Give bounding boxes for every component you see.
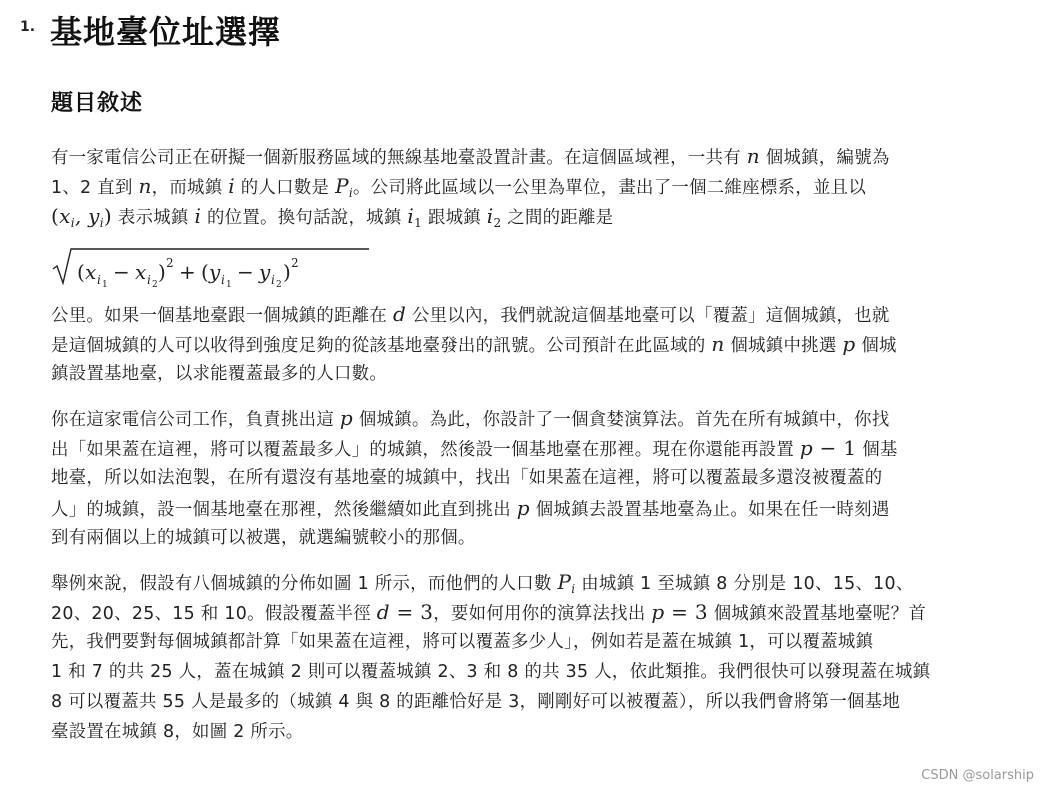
svg-text:1: 1 bbox=[226, 280, 232, 289]
svg-text:y: y bbox=[209, 260, 221, 284]
math-p: p bbox=[842, 332, 856, 356]
svg-text:): ) bbox=[283, 260, 291, 284]
distance-formula bbox=[51, 245, 997, 289]
svg-text:(: ( bbox=[201, 260, 209, 284]
svg-text:−: − bbox=[237, 260, 254, 284]
svg-text:): ) bbox=[158, 260, 166, 284]
paragraph-4: 舉例來說，假設有八個城鎮的分佈如圖 1 所示，而他們的人口數 $P_i$ 由城鎮 1 至城鎮 8 分別是 10、15、10、 20、20、25、15 和 10。假設覆蓋半徑 d = 3，要如何用你的演算法找出 p = 3 個城鎮來設置基地臺呢？首 先，我們要對每個城鎮都計算「如果蓋在這裡，將可以覆蓋多少人」，例如若是蓋在城鎮 1，可以覆蓋城鎮 1 和 7 的共 25 人，蓋在城鎮 2 則可以覆蓋城鎮 2、3 和 8 的共 35 人，依此類推。我們很快可以發現蓋在城鎮 8 可以覆蓋共 55 人是最多的（城鎮 4 與 8 的距離恰好是 3，剛剛好可以被覆蓋），所以我們會將第一個基地 臺設置在城鎮 8，如圖 2 所示。 bbox=[51, 570, 931, 742]
svg-text:+: + bbox=[179, 260, 196, 284]
watermark: CSDN @solarship bbox=[921, 768, 1034, 783]
math-d: d bbox=[392, 302, 407, 326]
paragraph-1: 有一家電信公司正在研擬一個新服務區域的無線基地臺設置計畫。在這個區域裡，一共有 n 個城鎮，編號為 1、2 直到 n，而城鎮 i 的人口數是 $P_i$。公司將此區域以一公里為單位，畫出了一個二維座標系，並且以 ($x_i$, $y_i$) 表示城鎮 i 的位置。換句話說，城鎮 $i_1$ 跟城鎮 $i_2$ 之間的距離是 bbox=[51, 144, 890, 230]
math-pi: $P_i$ bbox=[335, 174, 353, 200]
math-n: n bbox=[711, 332, 725, 356]
svg-text:−: − bbox=[113, 260, 130, 284]
distance-formula-graphic bbox=[51, 245, 371, 289]
svg-text:i: i bbox=[97, 273, 101, 287]
svg-text:2: 2 bbox=[276, 280, 282, 289]
problem-description bbox=[51, 141, 997, 761]
math-i2: $i_2$ bbox=[486, 204, 502, 230]
math-xi-yi: ($x_i$, $y_i$) bbox=[51, 204, 113, 230]
problem-heading bbox=[20, 10, 281, 54]
math-n: n bbox=[138, 174, 152, 198]
math-p-minus-1: p − 1 bbox=[799, 436, 857, 460]
section-heading: 題目敘述 bbox=[51, 91, 144, 116]
math-p-eq-3: p = 3 bbox=[651, 600, 708, 624]
paragraph-2: 公里。如果一個基地臺跟一個城鎮的距離在 d 公里以內，我們就說這個基地臺可以「覆蓋」這個城鎮，也就 是這個城鎮的人可以收得到強度足夠的從該基地臺發出的訊號。公司預計在此區域的 n 個城鎮中挑選 p 個城 鎮設置基地臺，以求能覆蓋最多的人口數。 bbox=[51, 302, 897, 384]
svg-text:1: 1 bbox=[102, 280, 108, 289]
svg-text:x: x bbox=[135, 260, 147, 284]
math-d-eq-3: d = 3 bbox=[376, 600, 434, 624]
math-p: p bbox=[516, 496, 530, 520]
svg-text:2: 2 bbox=[291, 256, 299, 270]
heading-number: 1. bbox=[20, 19, 36, 35]
svg-text:i: i bbox=[271, 273, 275, 287]
math-pi: $P_i$ bbox=[557, 570, 576, 596]
math-p: p bbox=[339, 406, 353, 430]
svg-text:x: x bbox=[85, 260, 97, 284]
svg-text:i: i bbox=[221, 273, 225, 287]
math-i: i bbox=[228, 174, 235, 198]
math-n: n bbox=[746, 144, 760, 168]
page-title: 基地臺位址選擇 bbox=[50, 13, 282, 51]
svg-text:2: 2 bbox=[152, 280, 158, 289]
svg-text:(: ( bbox=[77, 260, 85, 284]
math-i1: $i_1$ bbox=[407, 204, 423, 230]
paragraph-3: 你在這家電信公司工作，負責挑出這 p 個城鎮。為此，你設計了一個貪婪演算法。首先在所有城鎮中，你找 出「如果蓋在這裡，將可以覆蓋最多人」的城鎮，然後設一個基地臺在那裡。現在你還能再設置 p − 1 個基 地臺，所以如法泡製，在所有還沒有基地臺的城鎮中，找出「如果蓋在這裡，將可以覆蓋最多還沒被覆蓋的 人」的城鎮，設一個基地臺在那裡，然後繼續如此直到挑出 p 個城鎮去設置基地臺為止。如果在任一時刻遇 到有兩個以上的城鎮可以被選，就選編號較小的那個。 bbox=[51, 406, 898, 548]
svg-text:y: y bbox=[259, 260, 271, 284]
svg-text:2: 2 bbox=[166, 256, 174, 270]
math-i: i bbox=[194, 204, 202, 228]
svg-text:i: i bbox=[147, 273, 151, 287]
